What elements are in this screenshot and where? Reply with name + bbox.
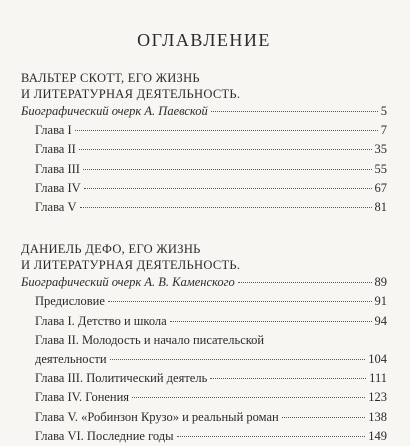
entry-page: 5	[380, 104, 387, 118]
dot-leader	[110, 358, 366, 360]
entry-page: 55	[374, 161, 387, 176]
entry-page: 94	[374, 313, 387, 328]
dot-leader	[79, 148, 372, 150]
section-heading	[21, 70, 387, 102]
entry-page: 67	[374, 180, 387, 195]
toc-entry-wrapped-line[interactable]: Глава II. Молодость и начало писательской	[35, 332, 265, 347]
entry-label: Глава V	[35, 200, 77, 215]
dot-leader	[108, 300, 372, 302]
entry-page: 149	[368, 428, 387, 443]
entry-label: Глава I. Детство и школа	[35, 313, 167, 328]
toc-entry[interactable]	[21, 121, 387, 140]
toc-entry[interactable]	[21, 369, 387, 388]
dot-leader	[282, 416, 366, 418]
page-title: ОГЛАВЛЕНИЕ	[137, 30, 271, 50]
section-heading-line: ВАЛЬТЕР СКОТТ, ЕГО ЖИЗНЬ	[21, 71, 200, 85]
toc-entry[interactable]	[21, 160, 387, 179]
toc-entry[interactable]	[21, 350, 387, 369]
entry-label: Глава I	[35, 123, 72, 138]
entry-label: Глава IV. Гонения	[35, 390, 130, 405]
dot-leader	[170, 320, 372, 322]
section-heading-line: ДАНИЕЛЬ ДЕФО, ЕГО ЖИЗНЬ	[21, 242, 201, 257]
section-heading	[21, 241, 387, 273]
entry-label: Глава II	[35, 142, 76, 157]
entry-label: Глава IV	[35, 180, 81, 195]
toc-entry-intro[interactable]	[21, 102, 387, 121]
section-daniel-defoe	[21, 241, 387, 446]
entry-page: 104	[368, 352, 387, 367]
entry-label: Биографический очерк А. В. Каменского	[21, 275, 235, 290]
dot-leader	[83, 168, 372, 170]
dot-leader	[132, 396, 365, 398]
entry-page: 81	[374, 200, 387, 215]
toc-entry[interactable]	[21, 408, 387, 427]
entry-label: Биографический очерк А. Паевской	[21, 104, 208, 118]
dot-leader	[211, 110, 378, 112]
dot-leader	[210, 377, 366, 379]
toc-entry[interactable]	[21, 427, 387, 446]
toc-entry[interactable]	[21, 198, 387, 217]
toc-entry-intro[interactable]	[21, 273, 387, 292]
entry-label: Предисловие	[35, 294, 105, 309]
section-walter-scott	[21, 70, 387, 217]
entry-page: 89	[374, 275, 387, 290]
entry-page: 111	[369, 371, 387, 386]
toc-entry[interactable]	[21, 388, 387, 407]
dot-leader	[80, 206, 372, 208]
toc-entry[interactable]	[21, 179, 387, 198]
entry-page: 7	[380, 123, 387, 138]
entry-label: деятельности	[35, 352, 107, 367]
entry-label: Глава III	[35, 161, 80, 176]
section-heading-line: И ЛИТЕРАТУРНАЯ ДЕЯТЕЛЬНОСТЬ.	[21, 258, 241, 273]
toc-entry[interactable]	[21, 292, 387, 311]
entry-label: Глава V. «Робинзон Крузо» и реальный роман	[35, 409, 279, 424]
entry-label: Глава VI. Последние годы	[35, 428, 174, 443]
entry-label: Глава III. Политический деятель	[35, 371, 208, 386]
toc-entry[interactable]	[21, 312, 387, 331]
dot-leader	[84, 187, 372, 189]
dot-leader	[75, 129, 378, 131]
entry-page: 91	[374, 294, 387, 309]
section-spacer	[21, 217, 387, 241]
toc-entry[interactable]	[21, 140, 387, 159]
dot-leader	[238, 281, 372, 283]
dot-leader	[177, 435, 366, 437]
section-heading-line: И ЛИТЕРАТУРНАЯ ДЕЯТЕЛЬНОСТЬ.	[21, 87, 241, 101]
entry-page: 138	[368, 409, 387, 424]
entry-page: 123	[368, 390, 387, 405]
entry-page: 35	[374, 142, 387, 157]
